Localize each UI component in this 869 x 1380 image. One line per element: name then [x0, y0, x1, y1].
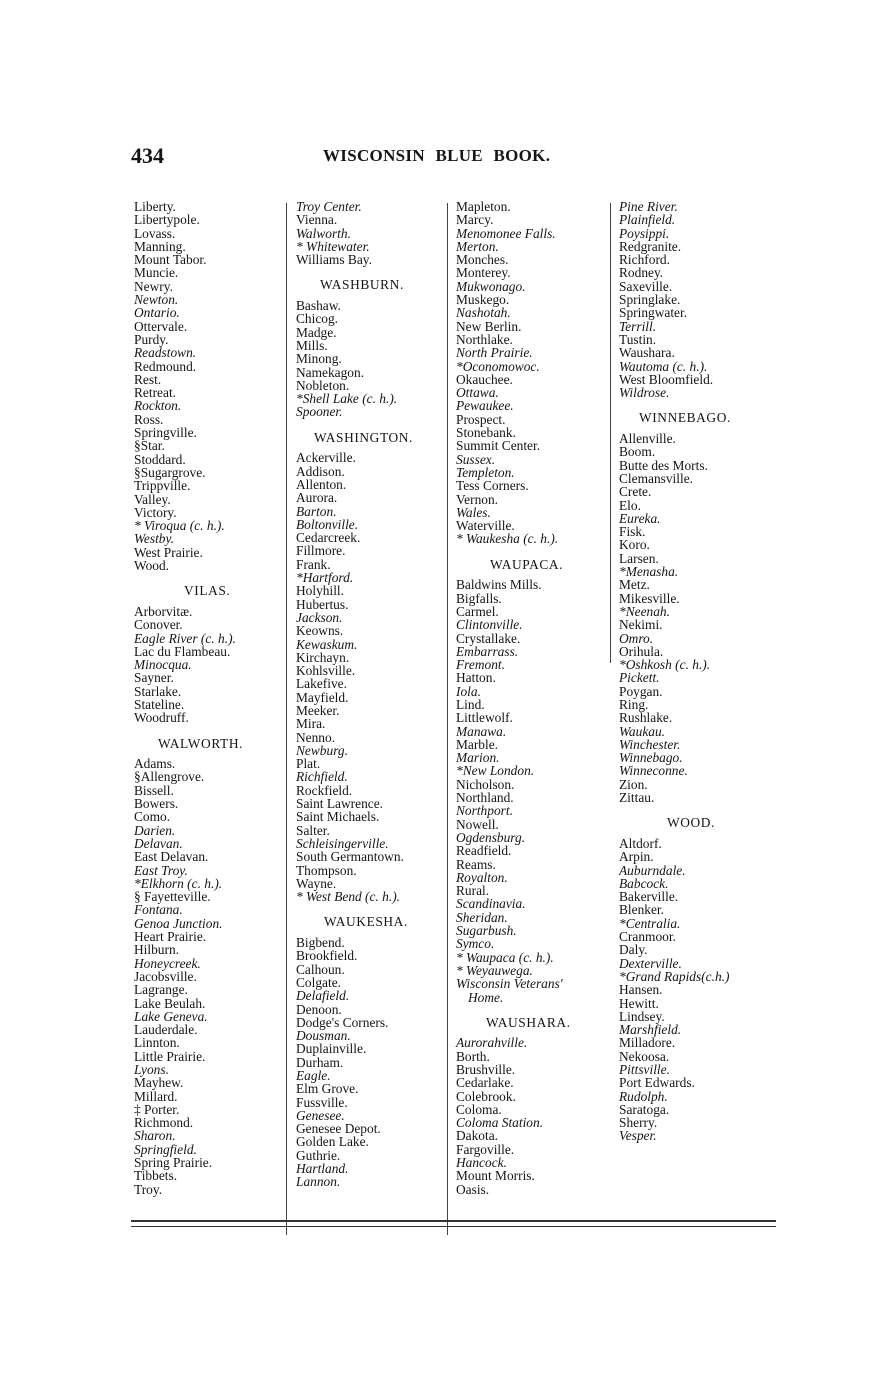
place-entry: Monterey. [456, 265, 511, 281]
place-entry: Arpin. [619, 849, 654, 865]
place-entry: Meeker. [296, 702, 340, 718]
place-entry: Wildrose. [619, 385, 670, 401]
place-entry: Templeton. [456, 464, 515, 480]
place-entry: Mount Morris. [456, 1168, 535, 1184]
place-entry: Addison. [296, 463, 345, 479]
column-divider [286, 203, 287, 1235]
place-entry: *Centralia. [619, 915, 681, 931]
place-entry: Trippville. [134, 478, 191, 494]
place-entry: Wales. [456, 504, 491, 520]
place-entry: Stonebank. [456, 425, 516, 441]
place-entry: Rural. [456, 883, 490, 899]
place-entry: Babcock. [619, 875, 669, 891]
place-entry: Wautoma (c. h.). [619, 358, 708, 374]
place-entry: Plainfield. [619, 212, 676, 228]
place-entry: Libertypole. [134, 212, 200, 228]
place-entry: Ackerville. [296, 450, 356, 466]
place-entry: Mayhew. [134, 1075, 184, 1091]
place-entry: East Delavan. [134, 849, 209, 865]
place-entry: Rushlake. [619, 710, 673, 726]
place-entry: Aurora. [296, 490, 338, 506]
place-entry: Boltonville. [296, 516, 359, 532]
place-entry: Elo. [619, 497, 641, 513]
place-entry: Pickett. [619, 670, 660, 686]
place-entry: Milladore. [619, 1035, 676, 1051]
place-entry: Colgate. [296, 974, 341, 990]
county-heading: VILAS. [184, 583, 231, 599]
place-entry: Lannon. [296, 1174, 341, 1190]
place-entry: Rudolph. [619, 1088, 668, 1104]
place-entry: Rodney. [619, 265, 664, 281]
place-entry: * Waukesha (c. h.). [456, 531, 559, 547]
place-entry: Auburndale. [619, 862, 686, 878]
county-heading: WAUKESHA. [324, 914, 408, 930]
place-entry: Williams Bay. [296, 252, 372, 268]
place-entry: Dexterville. [619, 955, 682, 971]
place-entry: Mira. [296, 716, 326, 732]
place-entry: Millard. [134, 1088, 178, 1104]
place-entry: Manning. [134, 238, 186, 254]
place-entry: Bissell. [134, 782, 174, 798]
place-entry: * Weyauwega. [456, 962, 533, 978]
place-entry: Nashotah. [456, 305, 511, 321]
place-entry: Sussex. [456, 451, 496, 467]
place-entry: Waukau. [619, 723, 665, 739]
place-entry: Woodruff. [134, 710, 189, 726]
place-entry: * Waupaca (c. h.). [456, 949, 554, 965]
county-heading: WAUSHARA. [486, 1014, 571, 1030]
place-entry: Clemansville. [619, 470, 694, 486]
place-entry: Springwater. [619, 305, 688, 321]
place-entry: South Germantown. [296, 849, 404, 865]
place-entry: §Sugargrove. [134, 464, 206, 480]
place-entry: Saxeville. [619, 278, 673, 294]
place-entry: Zion. [619, 776, 648, 792]
place-entry: Altdorf. [619, 835, 662, 851]
place-entry: *New London. [456, 763, 535, 779]
place-entry: Ottawa. [456, 385, 499, 401]
place-entry: Ogdensburg. [456, 829, 526, 845]
place-entry: Starlake. [134, 683, 182, 699]
place-entry: Richford. [619, 252, 670, 268]
place-entry: Como. [134, 809, 171, 825]
place-entry: Kewaskum. [296, 636, 358, 652]
place-entry: Adams. [134, 756, 176, 772]
place-entry: Port Edwards. [619, 1075, 695, 1091]
place-entry: Little Prairie. [134, 1048, 206, 1064]
place-entry: Stateline. [134, 696, 185, 712]
place-entry: Orihula. [619, 643, 664, 659]
column-divider [610, 203, 611, 663]
place-entry: Liberty. [134, 199, 176, 214]
county-heading: WAUPACA. [490, 556, 564, 572]
place-entry: Lyons. [134, 1062, 169, 1077]
place-entry: Coloma. [456, 1101, 502, 1117]
place-entry: Valley. [134, 491, 171, 507]
place-entry: Bigbend. [296, 935, 345, 951]
place-entry: Marble. [456, 736, 499, 752]
place-entry: Readstown. [134, 345, 197, 361]
place-entry: West Prairie. [134, 544, 203, 560]
place-entry: Nekoosa. [619, 1048, 670, 1064]
place-entry: Retreat. [134, 385, 177, 401]
place-entry: Arborvitæ. [134, 603, 193, 619]
place-entry: Prospect. [456, 411, 506, 427]
place-entry: * Whitewater. [296, 238, 370, 254]
place-entry: Bashaw. [296, 298, 341, 314]
place-entry: Walworth. [296, 225, 351, 241]
place-entry: Oasis. [456, 1181, 490, 1197]
place-entry: Readfield. [456, 843, 512, 859]
place-entry: Salter. [296, 822, 330, 838]
place-entry: Lind. [456, 696, 485, 712]
place-entry: Holyhill. [296, 583, 344, 599]
column-4 [619, 200, 731, 1143]
place-entry: Bigfalls. [456, 590, 502, 606]
place-entry: Marcy. [456, 212, 494, 228]
place-entry: Eagle River (c. h.). [134, 630, 236, 646]
place-entry: § Fayetteville. [134, 889, 211, 905]
place-entry: Conover. [134, 617, 183, 633]
place-entry: Westby. [134, 531, 175, 547]
place-entry: Honeycreek. [134, 955, 201, 971]
place-entry: Menomonee Falls. [456, 225, 556, 241]
place-entry: Nicholson. [456, 776, 515, 792]
place-entry: Muskego. [456, 292, 510, 308]
county-heading: WALWORTH. [158, 735, 244, 751]
footer-rule [131, 1226, 776, 1227]
place-entry: Springville. [134, 425, 197, 441]
column-divider [447, 203, 448, 1235]
place-entry: Springlake. [619, 292, 681, 308]
place-entry: Troy. [134, 1181, 163, 1197]
place-entry: Northlake. [456, 331, 513, 347]
place-entry: Waushara. [619, 345, 675, 361]
footer-rule [131, 1220, 776, 1222]
place-entry: Darien. [134, 822, 176, 838]
place-entry: Baldwins Mills. [456, 577, 542, 593]
place-entry: Wayne. [296, 875, 337, 891]
page-header [0, 143, 869, 173]
place-entry: Sherry. [619, 1115, 658, 1131]
place-entry: *Hartford. [296, 570, 354, 586]
place-entry: Redmound. [134, 358, 197, 374]
place-entry: Colebrook. [456, 1088, 516, 1104]
place-entry: Embarrass. [456, 643, 519, 659]
place-entry: Okauchee. [456, 371, 513, 387]
place-entry: Redgranite. [619, 238, 682, 254]
place-entry: Sugarbush. [456, 923, 517, 939]
place-entry: Wisconsin Veterans' [456, 976, 563, 992]
place-entry: Elm Grove. [296, 1081, 359, 1097]
place-entry: Summit Center. [456, 438, 541, 454]
place-entry: Wood. [134, 558, 169, 574]
place-entry: Richfield. [296, 769, 348, 785]
place-entry: Marion. [456, 750, 500, 766]
place-entry: Saint Lawrence. [296, 796, 383, 812]
place-entry: Coloma Station. [456, 1115, 544, 1131]
place-entry: Fisk. [619, 524, 646, 540]
place-entry: Muncie. [134, 265, 179, 281]
place-entry: Fremont. [456, 657, 505, 673]
place-entry: * Viroqua (c. h.). [134, 518, 225, 534]
place-entry: Keowns. [296, 623, 344, 639]
place-entry: Tess Corners. [456, 478, 529, 494]
place-entry: §Allengrove. [134, 769, 205, 785]
place-entry: Bakerville. [619, 889, 679, 905]
place-entry: Winchester. [619, 736, 681, 752]
place-entry: Lauderdale. [134, 1022, 198, 1038]
place-entry: Plat. [296, 756, 321, 772]
place-entry: Eureka. [619, 510, 661, 526]
place-entry: Namekagon. [296, 364, 365, 380]
place-entry: Sheridan. [456, 909, 508, 925]
place-entry: Aurorahville. [456, 1035, 528, 1051]
place-entry: Durham. [296, 1054, 344, 1070]
place-entry: Delavan. [134, 835, 183, 851]
place-entry: Nekimi. [619, 617, 663, 633]
place-entry: Nowell. [456, 816, 499, 832]
place-entry: ‡ Porter. [134, 1101, 180, 1117]
place-entry: Symco. [456, 936, 495, 952]
place-entry: Hansen. [619, 982, 663, 998]
place-entry: Newton. [134, 292, 179, 308]
place-entry: Pewaukee. [456, 398, 514, 414]
place-entry: Newburg. [296, 742, 348, 758]
place-entry: Minong. [296, 351, 342, 367]
place-entry: North Prairie. [456, 345, 533, 361]
place-entry: Bowers. [134, 796, 179, 812]
place-entry: Lindsey. [619, 1008, 665, 1024]
place-entry: Hancock. [456, 1155, 507, 1171]
place-entry: Northland. [456, 790, 514, 806]
place-entry: Tibbets. [134, 1168, 178, 1184]
place-entry: Blenker. [619, 902, 664, 918]
place-entry: Hatton. [456, 670, 496, 686]
place-entry: Purdy. [134, 331, 169, 347]
place-entry: Carmel. [456, 603, 499, 619]
place-entry: Scandinavia. [456, 896, 526, 912]
column-3 [456, 200, 571, 1196]
place-entry: Calhoun. [296, 961, 345, 977]
place-entry: Monches. [456, 252, 509, 268]
place-entry: Pittsville. [619, 1062, 670, 1077]
place-entry: Home. [468, 989, 504, 1005]
county-heading: WASHBURN. [320, 277, 404, 293]
place-entry: Genesee Depot. [296, 1121, 381, 1137]
place-entry: Ottervale. [134, 318, 188, 334]
place-entry: Poygan. [619, 683, 663, 699]
place-entry: Fargoville. [456, 1141, 515, 1157]
place-entry: Reams. [456, 856, 496, 872]
place-entry: Cranmoor. [619, 929, 676, 945]
place-entry: Lake Geneva. [134, 1008, 208, 1024]
place-entry: Allenton. [296, 476, 347, 492]
place-entry: Dousman. [296, 1028, 351, 1044]
place-entry: Manawa. [456, 723, 507, 739]
place-entry: Northport. [456, 803, 513, 819]
place-entry: Waterville. [456, 518, 515, 534]
place-entry: Dakota. [456, 1128, 499, 1144]
place-entry: Fillmore. [296, 543, 346, 559]
place-entry: Littlewolf. [456, 710, 513, 726]
place-entry: Newry. [134, 278, 173, 294]
place-entry: Saint Michaels. [296, 809, 380, 825]
place-entry: Schleisingerville. [296, 835, 389, 851]
place-entry: Spring Prairie. [134, 1155, 213, 1171]
place-entry: Richmond. [134, 1115, 194, 1131]
place-entry: Dodge's Corners. [296, 1014, 389, 1030]
column-2 [296, 200, 413, 1189]
place-entry: Delafield. [296, 988, 350, 1004]
place-entry: Marshfield. [619, 1022, 682, 1038]
place-entry: Saratoga. [619, 1101, 670, 1117]
place-entry: Crete. [619, 484, 652, 500]
place-entry: Mount Tabor. [134, 252, 207, 268]
place-entry: Lac du Flambeau. [134, 643, 231, 659]
place-entry: *Grand Rapids(c.h.) [619, 968, 730, 984]
place-entry: Thompson. [296, 862, 357, 878]
place-entry: Ring. [619, 696, 649, 712]
place-entry: *Oconomowoc. [456, 358, 540, 374]
place-entry: Cedarcreek. [296, 530, 361, 546]
place-entry: Iola. [456, 683, 481, 699]
place-entry: Fontana. [134, 902, 183, 918]
place-entry: Daly. [619, 942, 648, 958]
place-entry: Eagle. [296, 1068, 331, 1083]
place-entry: Rest. [134, 371, 162, 387]
place-entry: Minocqua. [134, 657, 192, 673]
place-entry: Heart Prairie. [134, 929, 207, 945]
place-entry: Victory. [134, 504, 177, 520]
place-entry: Allenville. [619, 431, 676, 447]
place-entry: Frank. [296, 556, 331, 572]
place-entry: Ross. [134, 411, 164, 427]
place-entry: Brookfield. [296, 948, 358, 964]
place-entry: Clintonville. [456, 617, 523, 633]
place-entry: Omro. [619, 630, 654, 646]
place-entry: Genesee. [296, 1107, 345, 1123]
county-heading: WINNEBAGO. [639, 410, 731, 426]
place-entry: Merton. [456, 238, 499, 254]
place-entry: Larsen. [619, 550, 659, 566]
place-entry: Sayner. [134, 670, 174, 686]
column-1 [134, 200, 243, 1196]
place-entry: *Shell Lake (c. h.). [296, 391, 398, 407]
place-entry: Royalton. [456, 869, 508, 885]
place-entry: Rockfield. [296, 782, 353, 798]
place-entry: Mills. [296, 337, 328, 353]
place-entry: Mayfield. [296, 689, 349, 705]
place-entry: Borth. [456, 1048, 490, 1064]
place-entry: Denoon. [296, 1001, 342, 1017]
place-entry: Kirchayn. [296, 649, 350, 665]
place-entry: Nobleton. [296, 377, 350, 393]
place-entry: Springfield. [134, 1141, 197, 1157]
county-heading: WASHINGTON. [314, 429, 413, 445]
place-entry: Hilburn. [134, 942, 180, 958]
place-entry: Spooner. [296, 404, 343, 420]
county-heading: WOOD. [667, 815, 715, 831]
place-entry: Madge. [296, 324, 337, 340]
place-entry: * West Bend (c. h.). [296, 889, 400, 905]
place-entry: *Menasha. [619, 564, 679, 580]
place-entry: Hubertus. [296, 596, 349, 612]
place-entry: Nenno. [296, 729, 336, 745]
place-entry: Pine River. [619, 199, 678, 214]
place-entry: Mikesville. [619, 590, 680, 606]
place-entry: Duplainville. [296, 1041, 367, 1057]
place-entry: Cedarlake. [456, 1075, 514, 1091]
place-entry: Hartland. [296, 1161, 349, 1177]
place-entry: Chicog. [296, 311, 339, 327]
place-entry: Genoa Junction. [134, 915, 223, 931]
place-entry: *Neenah. [619, 603, 670, 619]
place-entry: Boom. [619, 444, 656, 460]
place-entry: West Bloomfield. [619, 371, 714, 387]
running-title: WISCONSIN BLUE BOOK. [323, 146, 551, 165]
place-entry: Rockton. [134, 398, 182, 414]
place-entry: East Troy. [134, 862, 188, 878]
place-entry: Linnton. [134, 1035, 180, 1051]
place-entry: Jacobsville. [134, 968, 197, 984]
place-entry: Barton. [296, 503, 337, 519]
place-entry: Vienna. [296, 212, 338, 228]
place-entry: Zittau. [619, 790, 655, 806]
place-entry: Mukwonago. [456, 278, 526, 294]
place-entry: *Oshkosh (c. h.). [619, 657, 711, 673]
place-entry: §Star. [134, 438, 165, 454]
place-entry: Metz. [619, 577, 650, 593]
place-entry: Koro. [619, 537, 650, 553]
place-entry: Vernon. [456, 491, 499, 507]
place-entry: Stoddard. [134, 451, 186, 467]
place-entry: Golden Lake. [296, 1134, 369, 1150]
place-entry: Brushville. [456, 1062, 516, 1077]
place-entry: Guthrie. [296, 1147, 341, 1163]
place-entry: Ontario. [134, 305, 180, 321]
place-entry: Lake Beulah. [134, 995, 206, 1011]
place-entry: Winneconne. [619, 763, 688, 779]
place-entry: Tustin. [619, 331, 657, 347]
place-entry: Vesper. [619, 1128, 657, 1144]
place-entry: Sharon. [134, 1128, 176, 1144]
place-entry: Terrill. [619, 318, 657, 334]
place-entry: Crystallake. [456, 630, 521, 646]
place-entry: New Berlin. [456, 318, 522, 334]
place-entry: Kohlsville. [296, 663, 356, 679]
place-entry: Jackson. [296, 609, 343, 625]
place-entry: Winnebago. [619, 750, 683, 766]
place-entry: Fussville. [296, 1094, 348, 1110]
place-entry: Mapleton. [456, 199, 511, 214]
place-entry: Poysippi. [619, 225, 670, 241]
place-entry: Lakefive. [296, 676, 347, 692]
place-entry: Troy Center. [296, 199, 362, 214]
place-entry: Lagrange. [134, 982, 188, 998]
place-entry: *Elkhorn (c. h.). [134, 875, 223, 891]
place-entry: Lovass. [134, 225, 176, 241]
place-entry: Butte des Morts. [619, 457, 708, 473]
page-number: 434 [131, 143, 164, 168]
place-entry: Hewitt. [619, 995, 659, 1011]
